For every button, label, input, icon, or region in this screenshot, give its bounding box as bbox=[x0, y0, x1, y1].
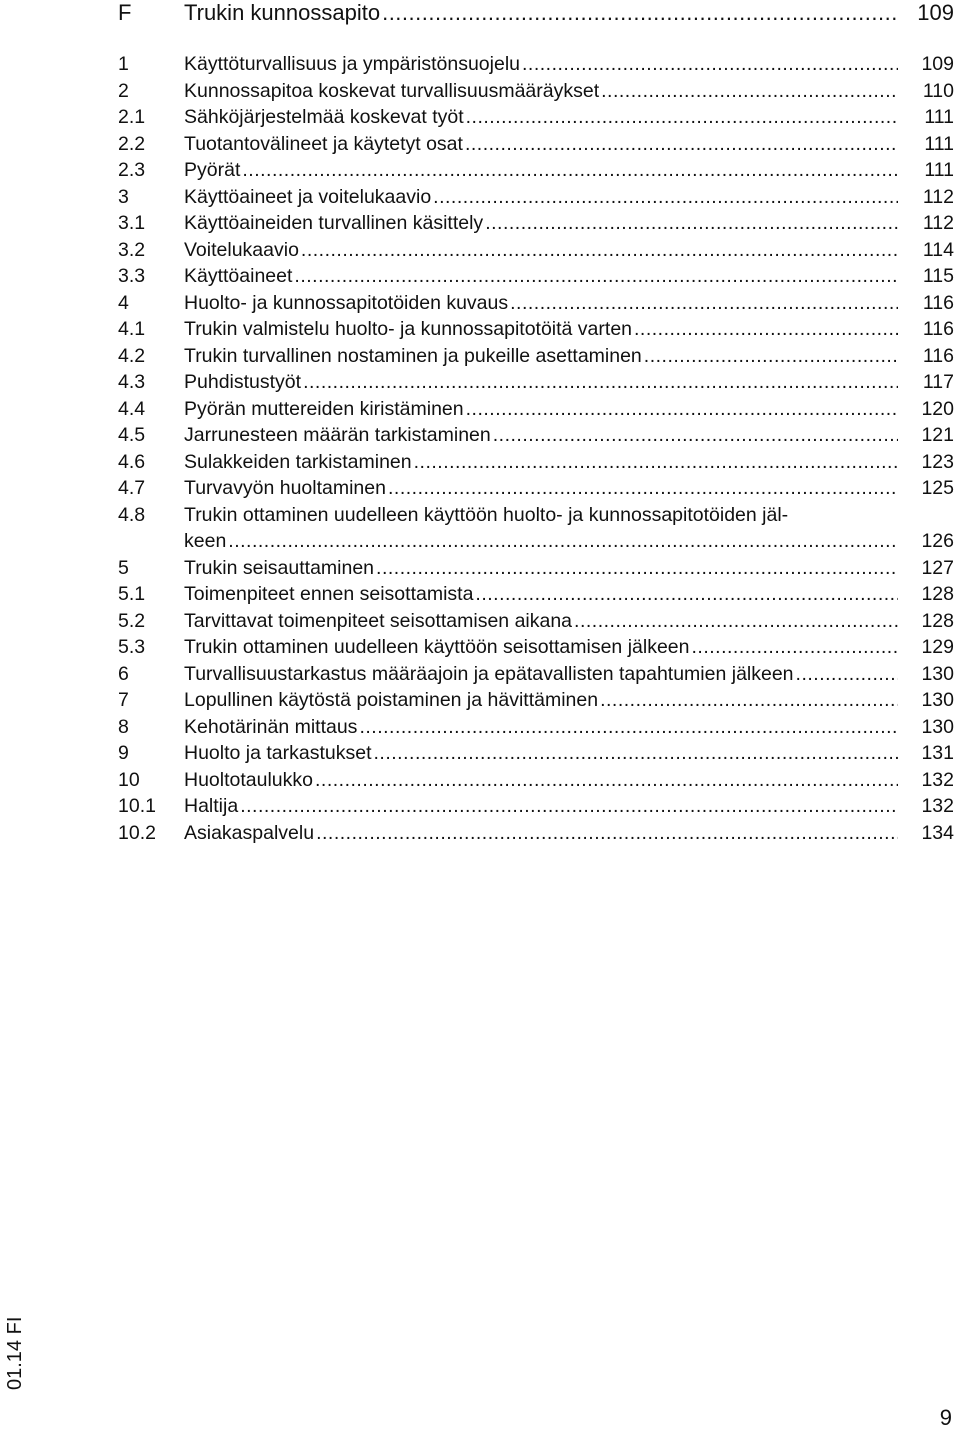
toc-entry-page: 131 bbox=[921, 742, 954, 764]
dot-leader bbox=[433, 184, 898, 211]
toc-entry-page: 110 bbox=[922, 79, 954, 102]
toc-entry-title: Käyttöturvallisuus ja ympäristönsuojelu bbox=[184, 53, 520, 75]
toc-entry-title: Tuotantovälineet ja käytetyt osat bbox=[184, 132, 463, 155]
toc-entry-page: 112 bbox=[922, 212, 954, 234]
toc-entry-title: Huolto ja tarkastukset bbox=[184, 742, 372, 764]
toc-entry-8[interactable]: 8 Kehotärinän mittaus ..... 130 bbox=[118, 714, 954, 741]
toc-entry-2-1[interactable]: 2.1 Sähköjärjestelmää koskevat työt ..... 111 bbox=[118, 104, 954, 131]
toc-entry-title: Trukin valmistelu huolto- ja kunnossapitotöitä varten bbox=[184, 318, 633, 340]
toc-entry-page: 116 bbox=[922, 318, 954, 340]
toc-entry-4-8[interactable]: 4.8 Trukin ottaminen uudelleen käyttöön huolto- ja kunnossapitotöiden jäl- keen ..... 126 bbox=[118, 502, 954, 555]
dot-leader bbox=[601, 78, 898, 105]
toc-entry-title: Haltija bbox=[184, 795, 239, 817]
toc-entry-title: Jarrunesteen määrän tarkistaminen bbox=[184, 424, 491, 446]
dot-leader bbox=[466, 396, 898, 423]
toc-entry-title: Toimenpiteet ennen seisottamista bbox=[184, 583, 474, 605]
toc-entry-page: 121 bbox=[921, 424, 954, 446]
toc-entry-page: 134 bbox=[921, 821, 954, 844]
toc-entry-4-6[interactable]: 4.6 Sulakkeiden tarkistaminen ..... 123 bbox=[118, 449, 954, 476]
toc-entry-7[interactable]: 7 Lopullinen käytöstä poistaminen ja hävittäminen ..... 130 bbox=[118, 687, 954, 714]
toc-entry-2[interactable]: 2 Kunnossapitoa koskevat turvallisuusmääräykset ..... 110 bbox=[118, 78, 954, 105]
toc-entry-title: Käyttöaineet ja voitelukaavio bbox=[184, 185, 432, 208]
toc-entry-5-1[interactable]: 5.1 Toimenpiteet ennen seisottamista ..... 128 bbox=[118, 581, 954, 608]
toc-entry-page: 111 bbox=[924, 106, 954, 128]
dot-leader bbox=[493, 422, 898, 449]
toc-entry-title: Trukin seisauttaminen bbox=[184, 556, 375, 579]
toc-entry-4-1[interactable]: 4.1 Trukin valmistelu huolto- ja kunnossapitotöitä varten ..... 116 bbox=[118, 316, 954, 343]
toc-entry-title: Tarvittavat toimenpiteet seisottamisen aikana bbox=[184, 609, 573, 632]
document-code: 01.14 FI bbox=[4, 1316, 26, 1390]
toc-entry-title: Lopullinen käytöstä poistaminen ja hävittäminen bbox=[184, 689, 599, 711]
toc-entry-title: Pyörät bbox=[184, 159, 241, 181]
toc-entry-3-2[interactable]: 3.2 Voitelukaavio ..... 114 bbox=[118, 237, 954, 264]
toc-entry-10-2[interactable]: 10.2 Asiakaspalvelu ..... 134 bbox=[118, 820, 954, 847]
toc-entry-title: Puhdistustyöt bbox=[184, 371, 302, 393]
toc-section-heading[interactable] bbox=[118, 0, 954, 30]
dot-leader bbox=[634, 316, 898, 343]
toc-entry-4-5[interactable]: 4.5 Jarrunesteen määrän tarkistaminen ..... 121 bbox=[118, 422, 954, 449]
toc-entry-page: 125 bbox=[921, 477, 954, 499]
dot-leader bbox=[796, 661, 898, 688]
dot-leader bbox=[475, 581, 898, 608]
section-letter: F bbox=[118, 0, 132, 25]
toc-entry-10-1[interactable]: 10.1 Haltija ..... 132 bbox=[118, 793, 954, 820]
toc-entry-title: Turvavyön huoltaminen bbox=[184, 477, 386, 499]
dot-leader bbox=[376, 555, 898, 582]
toc-entry-4-7[interactable]: 4.7 Turvavyön huoltaminen ..... 125 bbox=[118, 475, 954, 502]
dot-leader bbox=[466, 104, 898, 131]
toc-entry-5-3[interactable]: 5.3 Trukin ottaminen uudelleen käyttöön seisottamisen jälkeen ..... 129 bbox=[118, 634, 954, 661]
toc-entry-title: Kehotärinän mittaus bbox=[184, 715, 358, 738]
toc-entry-title: Sähköjärjestelmää koskevat työt bbox=[184, 106, 464, 128]
toc-entry-page: 114 bbox=[922, 238, 954, 261]
toc-entry-title: Kunnossapitoa koskevat turvallisuusmääräykset bbox=[184, 79, 600, 102]
toc-entry-6[interactable]: 6 Turvallisuustarkastus määräajoin ja epätavallisten tapahtumien jälkeen ..... 130 bbox=[118, 661, 954, 688]
toc-entry-title: Voitelukaavio bbox=[184, 238, 299, 261]
toc-entry-page: 120 bbox=[921, 397, 954, 420]
toc-entry-title: Käyttöaineet bbox=[184, 265, 293, 287]
dot-leader bbox=[240, 793, 898, 820]
dot-leader bbox=[315, 767, 898, 794]
toc-entry-page: 116 bbox=[922, 344, 954, 367]
toc-entry-page: 129 bbox=[921, 636, 954, 658]
toc-list bbox=[118, 51, 954, 846]
toc-entry-3-3[interactable]: 3.3 Käyttöaineet ..... 115 bbox=[118, 263, 954, 290]
toc-entry-page: 115 bbox=[922, 265, 954, 287]
toc-entry-page: 130 bbox=[921, 689, 954, 711]
dot-leader bbox=[522, 51, 898, 78]
toc-entry-5-2[interactable]: 5.2 Tarvittavat toimenpiteet seisottamisen aikana ..... 128 bbox=[118, 608, 954, 635]
toc-entry-page: 112 bbox=[922, 185, 954, 208]
dot-leader bbox=[382, 0, 898, 26]
toc-entry-title: Käyttöaineiden turvallinen käsittely bbox=[184, 212, 484, 234]
toc-entry-3-1[interactable]: 3.1 Käyttöaineiden turvallinen käsittely ..... 112 bbox=[118, 210, 954, 237]
toc-entry-page: 126 bbox=[921, 530, 954, 552]
toc-entry-page: 130 bbox=[921, 662, 954, 685]
toc-entry-4-4[interactable]: 4.4 Pyörän muttereiden kiristäminen ..... 120 bbox=[118, 396, 954, 423]
dot-leader bbox=[388, 475, 898, 502]
dot-leader bbox=[414, 449, 898, 476]
dot-leader bbox=[359, 714, 898, 741]
dot-leader bbox=[294, 263, 898, 290]
dot-leader bbox=[242, 157, 898, 184]
toc-entry-title: Huoltotaulukko bbox=[184, 768, 313, 791]
toc-entry-9[interactable]: 9 Huolto ja tarkastukset ..... 131 bbox=[118, 740, 954, 767]
toc-entry-title: Trukin ottaminen uudelleen käyttöön seisottamisen jälkeen bbox=[184, 636, 690, 658]
toc-entry-4[interactable]: 4 Huolto- ja kunnossapitotöiden kuvaus ..... 116 bbox=[118, 290, 954, 317]
toc-entry-page: 123 bbox=[921, 450, 954, 473]
toc-entry-4-2[interactable]: 4.2 Trukin turvallinen nostaminen ja pukeille asettaminen ..... 116 bbox=[118, 343, 954, 370]
dot-leader bbox=[510, 290, 898, 317]
section-page: 109 bbox=[917, 0, 954, 25]
toc-entry-10[interactable]: 10 Huoltotaulukko ..... 132 bbox=[118, 767, 954, 794]
toc-entry-title-line2: keen bbox=[184, 530, 227, 552]
dot-leader bbox=[644, 343, 898, 370]
toc-entry-2-2[interactable]: 2.2 Tuotantovälineet ja käytetyt osat ..... 111 bbox=[118, 131, 954, 158]
page-number: 9 bbox=[939, 1405, 952, 1430]
toc-entry-page: 111 bbox=[924, 159, 954, 181]
toc-entry-page: 109 bbox=[921, 53, 954, 75]
dot-leader bbox=[600, 687, 898, 714]
toc-entry-page: 117 bbox=[922, 371, 954, 393]
toc-entry-title: Asiakaspalvelu bbox=[184, 821, 315, 844]
dot-leader bbox=[374, 740, 898, 767]
toc-entry-page: 111 bbox=[924, 132, 954, 155]
toc-entry-title: Trukin turvallinen nostaminen ja pukeille asettaminen bbox=[184, 344, 642, 367]
dot-leader bbox=[465, 131, 898, 158]
section-title: Trukin kunnossapito bbox=[184, 0, 381, 25]
toc-entry-title: Pyörän muttereiden kiristäminen bbox=[184, 397, 464, 420]
toc-entry-page: 116 bbox=[922, 291, 954, 314]
dot-leader bbox=[301, 237, 898, 264]
toc-entry-2-3[interactable]: 2.3 Pyörät ..... 111 bbox=[118, 157, 954, 184]
toc-entry-page: 128 bbox=[921, 583, 954, 605]
toc-entry-1[interactable]: 1 Käyttöturvallisuus ja ympäristönsuojelu ..... 109 bbox=[118, 51, 954, 78]
toc-entry-title: Huolto- ja kunnossapitotöiden kuvaus bbox=[184, 291, 509, 314]
dot-leader bbox=[303, 369, 898, 396]
toc-entry-page: 128 bbox=[921, 609, 954, 632]
toc-entry-5[interactable]: 5 Trukin seisauttaminen ..... 127 bbox=[118, 555, 954, 582]
toc-entry-page: 132 bbox=[921, 795, 954, 817]
dot-leader bbox=[485, 210, 898, 237]
dot-leader bbox=[692, 634, 899, 661]
toc-entry-title: Sulakkeiden tarkistaminen bbox=[184, 450, 412, 473]
toc-entry-title: Turvallisuustarkastus määräajoin ja epätavallisten tapahtumien jälkeen bbox=[184, 662, 794, 685]
dot-leader bbox=[316, 820, 898, 847]
toc-entry-page: 132 bbox=[921, 768, 954, 791]
dot-leader bbox=[228, 528, 898, 555]
toc-entry-3[interactable]: 3 Käyttöaineet ja voitelukaavio ..... 112 bbox=[118, 184, 954, 211]
dot-leader bbox=[574, 608, 898, 635]
toc-entry-page: 130 bbox=[921, 715, 954, 738]
toc-entry-4-3[interactable]: 4.3 Puhdistustyöt ..... 117 bbox=[118, 369, 954, 396]
toc-entry-page: 127 bbox=[921, 556, 954, 579]
toc-entry-title-line1: Trukin ottaminen uudelleen käyttöön huolto- ja kunnossapitotöiden jäl- bbox=[184, 503, 789, 526]
